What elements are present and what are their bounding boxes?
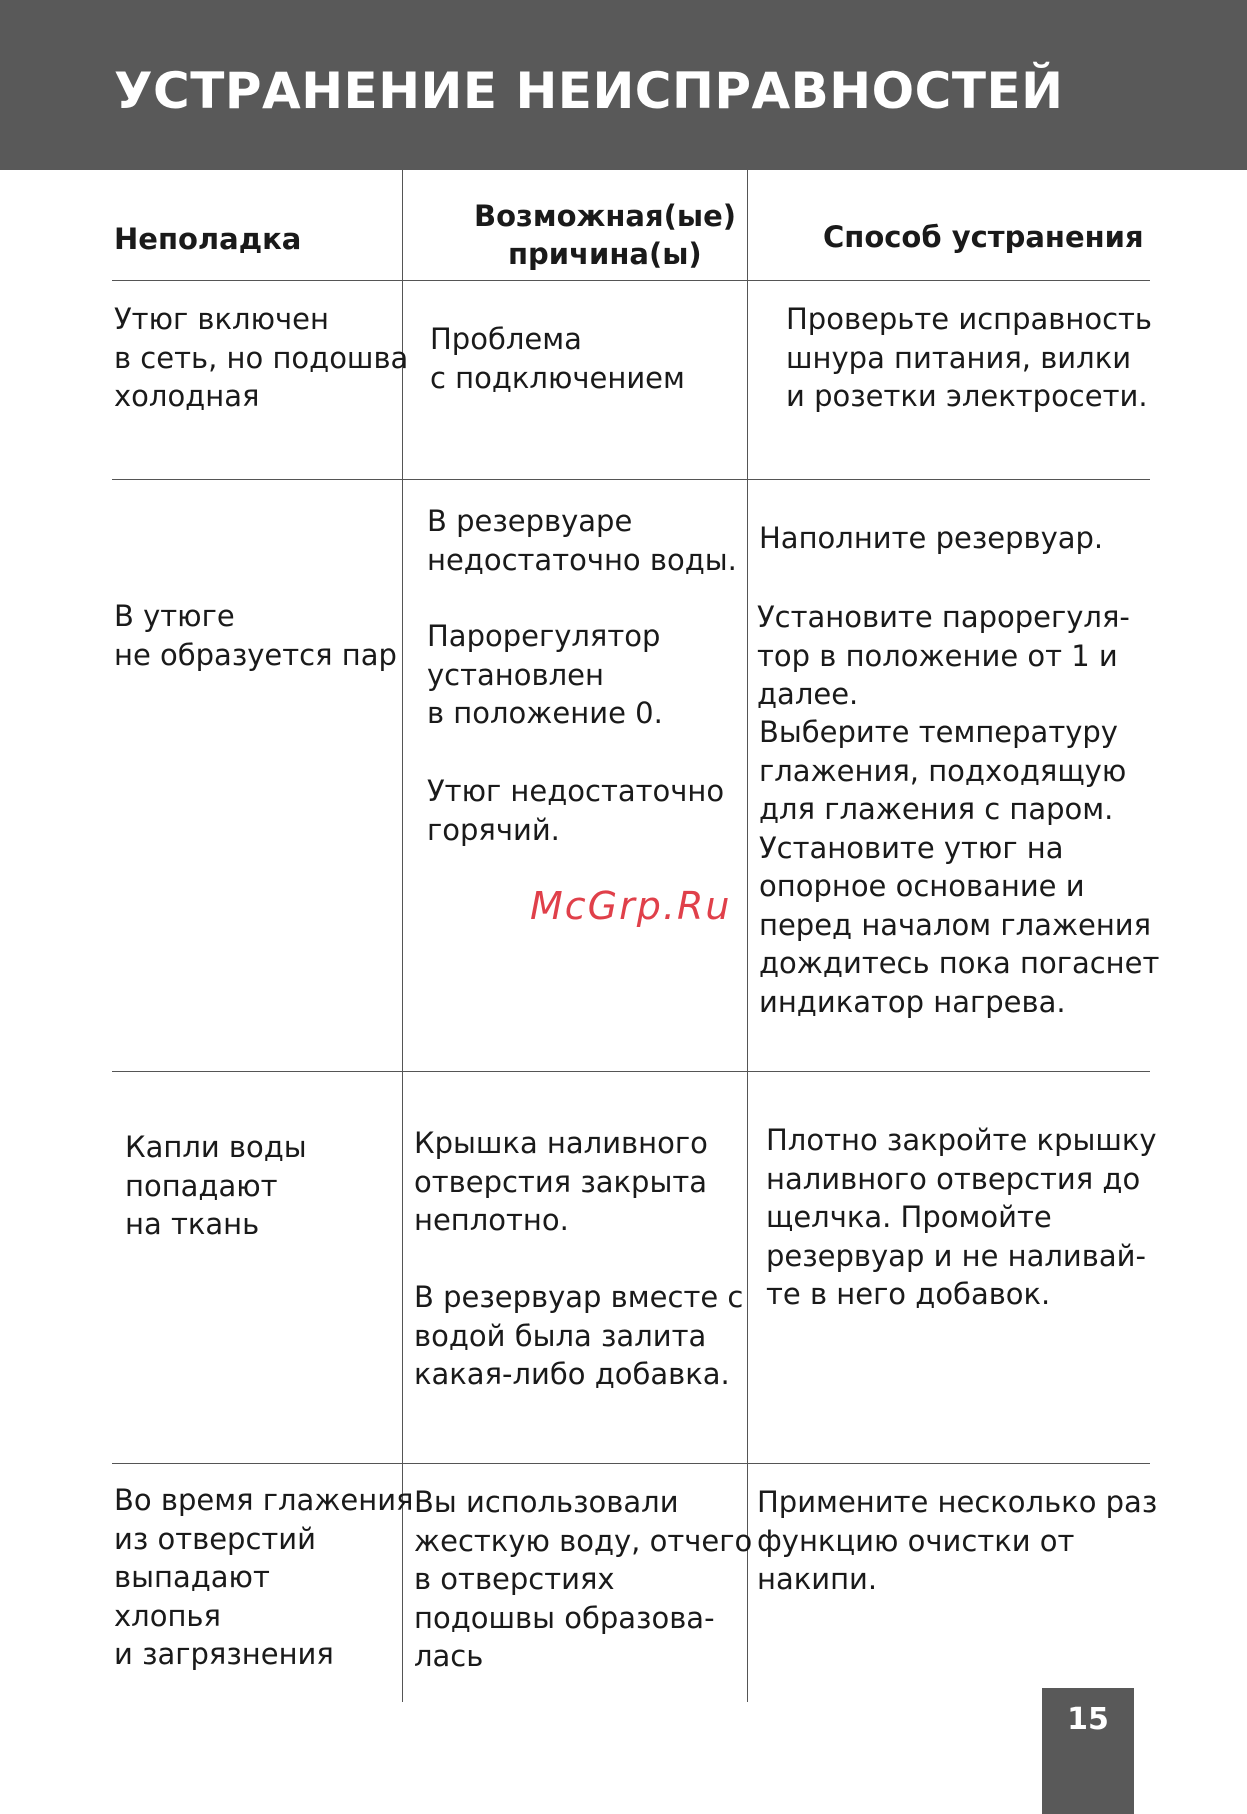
row-divider xyxy=(112,280,1150,281)
column-header-problem: Неполадка xyxy=(114,222,302,256)
table-cell-cause: В резервуар вместе с водой была залита какая-либо добавка. xyxy=(414,1280,744,1391)
table-cell-solution: Примените несколько раз функцию очистки от накипи. xyxy=(757,1485,1158,1596)
table-cell-solution: Выберите температуру глажения, подходящую для глажения с паром. Установите утюг на опорное основание и перед началом глажения дождитесь пока погаснет индикатор нагрева. xyxy=(759,715,1160,1019)
row-divider xyxy=(112,1071,1150,1072)
table-cell-cause: Крышка наливного отверстия закрыта неплотно. xyxy=(414,1126,708,1237)
column-header-solution: Способ устранения xyxy=(823,220,1144,254)
row-divider xyxy=(112,479,1150,480)
table-cell-solution: Плотно закройте крышку наливного отверстия до щелчка. Промойте резервуар и не наливай- те в него добавок. xyxy=(766,1123,1157,1311)
column-header-cause: причина(ы) xyxy=(508,237,702,271)
table-cell-solution: Наполните резервуар. xyxy=(759,521,1104,555)
watermark: McGrp.Ru xyxy=(530,884,732,928)
page-number-box xyxy=(1042,1688,1134,1814)
table-cell-solution: Проверьте исправность шнура питания, вилки и розетки электросети. xyxy=(786,302,1152,413)
table-cell-solution: Установите парорегуля- тор в положение от 1 и далее. xyxy=(757,600,1130,711)
table-cell-cause: Вы использовали жесткую воду, отчего в отверстиях подошвы образова- лась xyxy=(414,1485,753,1673)
table-cell-problem: Утюг включен в сеть, но подошва холодная xyxy=(114,302,409,413)
page-number: 15 xyxy=(1067,1702,1109,1737)
table-cell-problem: Капли воды попадают на ткань xyxy=(125,1130,307,1241)
page-title: УСТРАНЕНИЕ НЕИСПРАВНОСТЕЙ xyxy=(114,62,1064,120)
table-cell-problem: Во время глажения из отверстий выпадают хлопья и загрязнения xyxy=(114,1483,414,1671)
table-cell-cause: Проблема с подключением xyxy=(430,322,685,395)
table-cell-cause: Утюг недостаточно горячий. xyxy=(427,774,725,847)
table-cell-cause: В резервуаре недостаточно воды. xyxy=(427,504,737,577)
table-cell-cause: Парорегулятор установлен в положение 0. xyxy=(427,619,663,730)
row-divider xyxy=(112,1463,1150,1464)
column-header-cause: Возможная(ые) xyxy=(474,199,736,233)
table-cell-problem: В утюге не образуется пар xyxy=(114,599,397,672)
column-divider xyxy=(747,170,748,1702)
